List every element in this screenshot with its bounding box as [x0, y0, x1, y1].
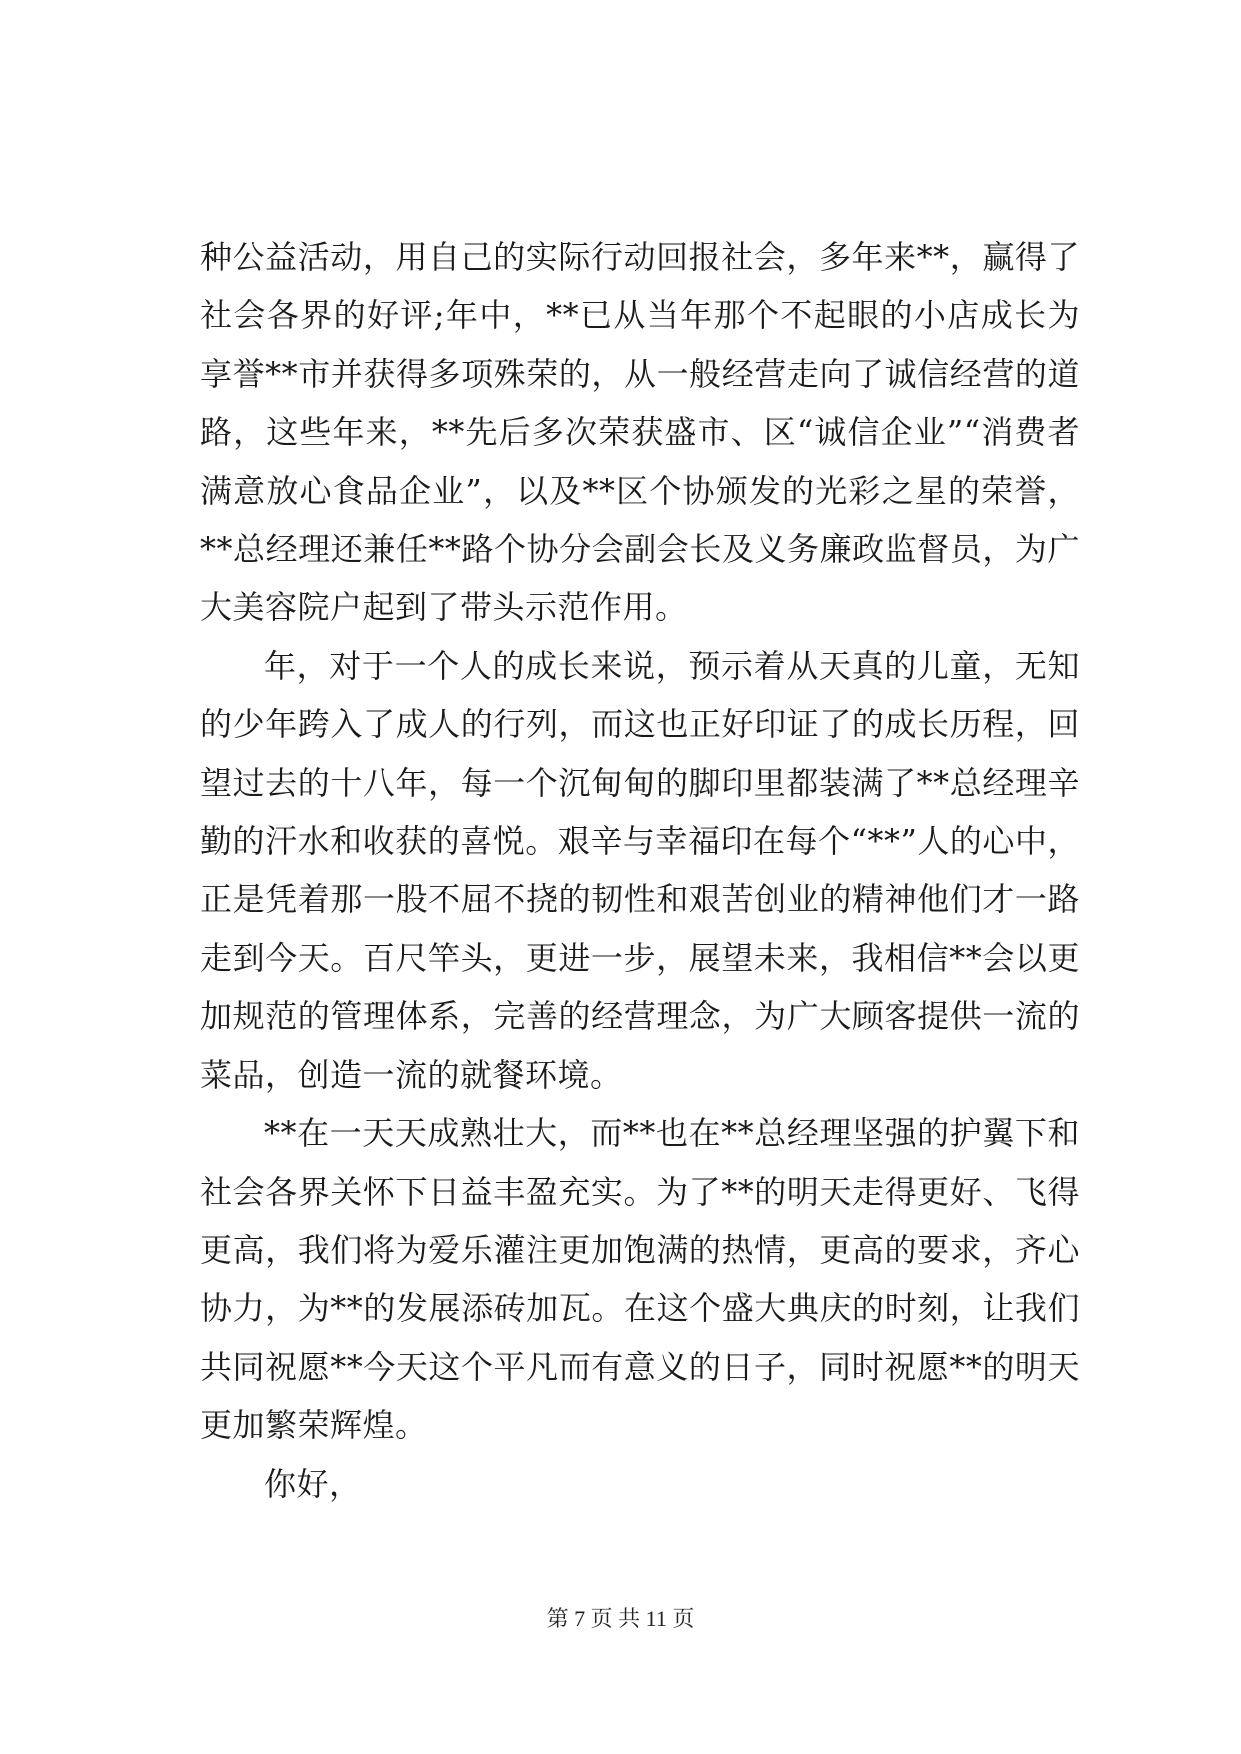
body-text: [200, 228, 1080, 1513]
paragraph-1: 种公益活动，用自己的实际行动回报社会，多年来**，赢得了社会各界的好评;年中，**已从当年那个不起眼的小店成长为享誉**市并获得多项殊荣的，从一般经营走向了诚信经营的道路，这些年来，**先后多次荣获盛市、区“诚信企业”“消费者满意放心食品企业”，以及**区个协颁发的光彩之星的荣誉，**总经理还兼任**路个协分会副会长及义务廉政监督员，为广大美容院户起到了带头示范作用。: [200, 238, 1080, 627]
page-footer: 第 7 页 共 11 页: [546, 1606, 695, 1631]
paragraph-2: 年，对于一个人的成长来说，预示着从天真的儿童，无知的少年跨入了成人的行列，而这也正好印证了的成长历程，回望过去的十八年，每一个沉甸甸的脚印里都装满了**总经理辛勤的汗水和收获的喜悦。艰辛与幸福印在每个“**”人的心中，正是凭着那一股不屈不挠的韧性和艰苦创业的精神他们才一路走到今天。百尺竿头，更进一步，展望未来，我相信**会以更加规范的管理体系，完善的经营理念，为广大顾客提供一流的菜品，创造一流的就餐环境。: [200, 646, 1080, 1094]
paragraph-4: 你好，: [264, 1464, 362, 1503]
paragraph-3: **在一天天成熟壮大，而**也在**总经理坚强的护翼下和社会各界关怀下日益丰盈充实。为了**的明天走得更好、飞得更高，我们将为爱乐灌注更加饱满的热情，更高的要求，齐心协力，为**的发展添砖加瓦。在这个盛大典庆的时刻，让我们共同祝愿**今天这个平凡而有意义的日子，同时祝愿**的明天更加繁荣辉煌。: [200, 1114, 1080, 1445]
